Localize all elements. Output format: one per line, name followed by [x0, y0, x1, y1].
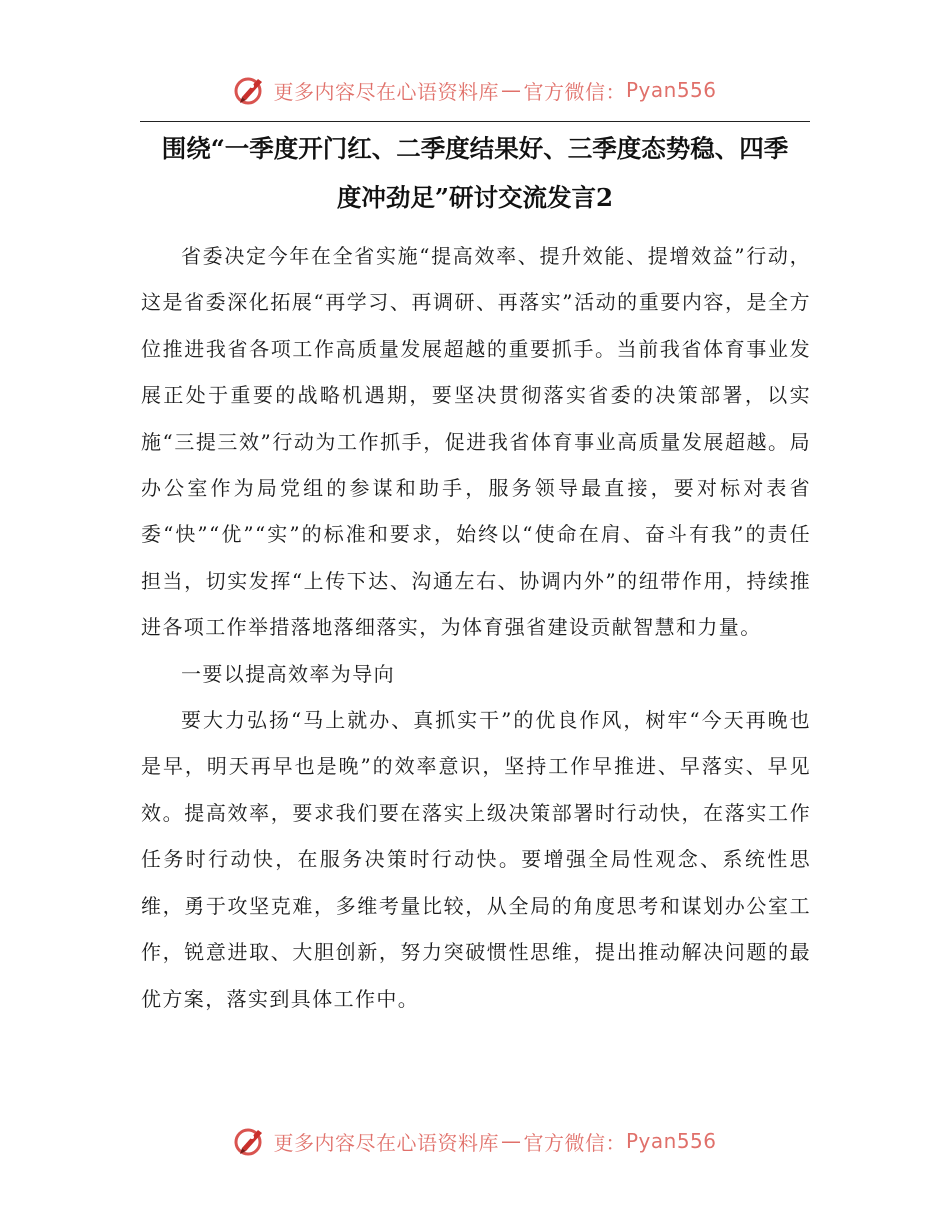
document-body [141, 233, 811, 1022]
header-watermark [0, 70, 950, 110]
watermark-wechat-label: 官方微信： [523, 1130, 626, 1155]
pen-logo-icon [233, 1124, 267, 1158]
watermark-wechat-id: Pyan556 [625, 1129, 717, 1153]
footer-watermark [0, 1121, 950, 1161]
title-line-2: 度冲劲足”研讨交流发言2 [336, 183, 614, 212]
section-heading-1: 一要以提高效率为导向 [181, 661, 395, 686]
watermark-text: 更多内容尽在心语资料库 [273, 1130, 499, 1155]
paragraph-2: 要大力弘扬“马上就办、真抓实干”的优良作风，树牢“今天再晚也是早，明天再早也是晚”的效率意识，坚持工作早推进、早落实、早见效。提高效率，要求我们要在落实上级决策部署时行动快，在落实工作任务时行动快，在服务决策时行动快。要增强全局性观念、系统性思维，勇于攻坚克难，多维考量比较，从全局的角度思考和谋划办公室工作，锐意进取、大胆创新，努力突破惯性思维，提出推动解决问题的最优方案，落实到具体工作中。 [141, 708, 811, 1011]
watermark-wechat-label: 官方微信： [523, 79, 626, 104]
watermark-text: 更多内容尽在心语资料库 [273, 79, 499, 104]
watermark-separator: — [500, 78, 522, 102]
header-rule [140, 121, 810, 122]
watermark-wechat-id: Pyan556 [625, 78, 717, 102]
document-title [130, 124, 820, 222]
watermark-separator: — [500, 1129, 522, 1153]
title-line-1: 围绕“一季度开门红、二季度结果好、三季度态势稳、四季 [161, 134, 789, 163]
paragraph-1: 省委决定今年在全省实施“提高效率、提升效能、提增效益”行动，这是省委深化拓展“再学习、再调研、再落实”活动的重要内容，是全方位推进我省各项工作高质量发展超越的重要抓手。当前我省体育事业发展正处于重要的战略机遇期，要坚决贯彻落实省委的决策部署，以实施“三提三效”行动为工作抓手，促进我省体育事业高质量发展超越。局办公室作为局党组的参谋和助手，服务领导最直接，要对标对表省委“快”“优”“实”的标准和要求，始终以“使命在肩、奋斗有我”的责任担当，切实发挥“上传下达、沟通左右、协调内外”的纽带作用，持续推进各项工作举措落地落细落实，为体育强省建设贡献智慧和力量。 [141, 244, 811, 640]
pen-logo-icon [233, 73, 267, 107]
